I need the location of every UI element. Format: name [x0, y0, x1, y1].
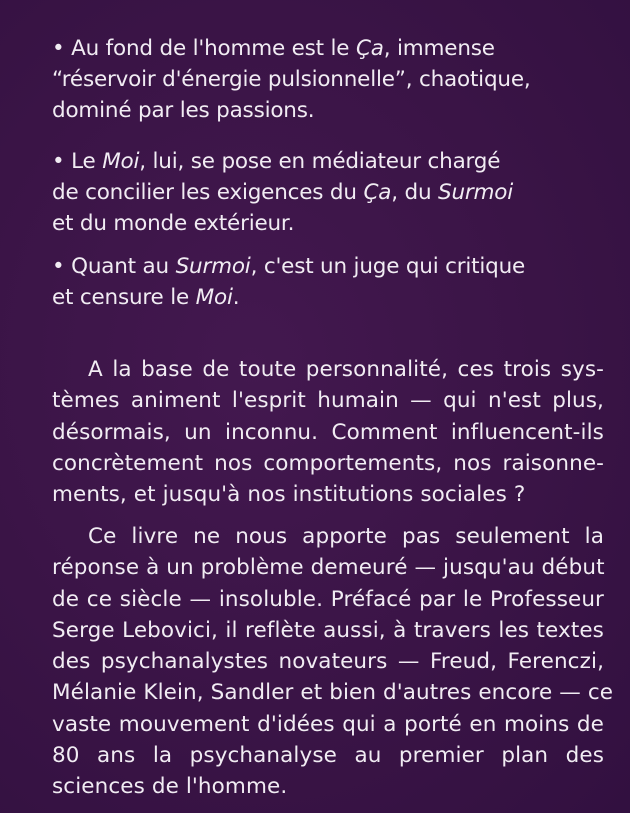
italic-term: Ça [363, 180, 392, 205]
text-line: des psychanalystes novateurs — Freud, Ferenczi, [52, 649, 604, 675]
text-line: • Quant au Surmoi, c'est un juge qui critique [52, 254, 526, 279]
text-line: Ce livre ne nous apporte pas seulement la [88, 524, 604, 549]
paragraph-personality [52, 354, 604, 510]
text-line: Mélanie Klein, Sandler et bien d'autres encore — ce [52, 680, 614, 706]
text-line: sciences de l'homme. [52, 774, 288, 800]
bullet-moi [52, 146, 612, 239]
italic-term: Moi [195, 285, 233, 310]
text-line: 80 ans la psychanalyse au premier plan des [52, 743, 604, 769]
italic-term: Surmoi [175, 254, 251, 279]
text-line: tèmes animent l'esprit humain — qui n'est plus, [52, 388, 604, 414]
text-line: réponse à un problème demeuré — jusqu'au début [52, 555, 605, 581]
italic-term: Surmoi [438, 180, 513, 205]
text-line: de concilier les exigences du Ça, du Surmoi [52, 180, 513, 205]
text-line: ments, et jusqu'à nos institutions sociales ? [52, 482, 526, 508]
text-line: A la base de toute personnalité, ces trois sys- [88, 357, 604, 382]
text-line: et du monde extérieur. [52, 211, 295, 236]
text-line: vaste mouvement d'idées qui a porté en moins de [52, 711, 604, 737]
text-line: Serge Lebovici, il reflète aussi, à travers les textes [52, 617, 604, 643]
italic-term: Ça [355, 36, 384, 61]
text-line: dominé par les passions. [52, 98, 315, 123]
text-line: concrètement nos comportements, nos raisonne- [52, 450, 604, 476]
text-line: désormais, un inconnu. Comment influencent-ils [52, 419, 604, 445]
text-line: • Le Moi, lui, se pose en médiateur chargé [52, 149, 501, 174]
text-line: • Au fond de l'homme est le Ça, immense [52, 36, 495, 61]
paragraph-book [52, 521, 614, 803]
text-line: de ce siècle — insoluble. Préfacé par le Professeur [52, 586, 604, 612]
text-line: “réservoir d'énergie pulsionnelle”, chaotique, [52, 67, 531, 92]
bullet-ca [52, 33, 612, 126]
bullet-surmoi [52, 251, 612, 313]
text-line: et censure le Moi. [52, 285, 240, 310]
italic-term: Moi [102, 149, 140, 174]
